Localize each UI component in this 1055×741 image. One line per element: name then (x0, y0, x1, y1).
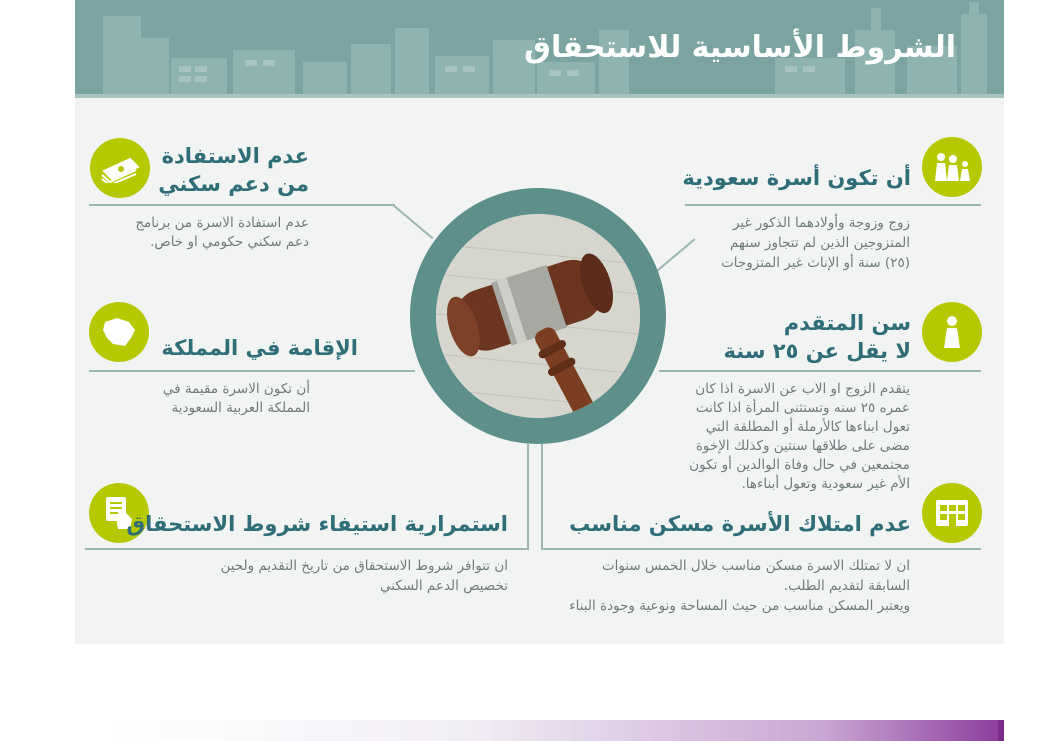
residence-desc-line-1: أن تكون الاسرة مقيمة في (162, 381, 310, 397)
saudi-family-title: أن تكون أسرة سعودية (682, 166, 911, 190)
no-benefit-desc-line-2: دعم سكني حكومي او خاص. (150, 234, 309, 250)
no-benefit-title-line-1: عدم الاستفادة (161, 144, 309, 168)
bottom-accent-edge (998, 720, 1004, 741)
line-top-right-diag (655, 238, 696, 273)
continuity-desc-line-2: تخصيص الدعم السكني (379, 578, 508, 594)
gavel-image (436, 214, 640, 418)
continuity-title: استمرارية استيفاء شروط الاستحقاق (126, 512, 508, 536)
money-icon (90, 138, 150, 198)
applicant-age-title-line-2: لا يقل عن ٢٥ سنة (723, 339, 911, 363)
header-divider (75, 94, 1004, 98)
residence-desc-line-2: المملكة العربية السعودية (171, 400, 310, 416)
applicant-age-title-line-1: سن المتقدم (783, 311, 911, 335)
saudi-family-desc-line-1: زوج وزوجة وأولادهما الذكور غير (732, 215, 910, 231)
line-top-left-diag (392, 204, 433, 239)
family-icon (922, 137, 982, 197)
building-icon (922, 483, 982, 543)
line-bottom-right (541, 548, 981, 550)
bottom-accent-bar (110, 720, 1004, 741)
line-top-left (89, 204, 395, 206)
applicant-age-desc-line-2: عمره ٢٥ سنه وتستثنى المرأة اذا كانت (695, 400, 910, 416)
no-benefit-title-line-2: من دعم سكني (158, 172, 309, 196)
saudi-map-icon (89, 302, 149, 362)
line-vertical-right (541, 444, 543, 550)
line-bottom-left (85, 548, 529, 550)
line-top-right (685, 204, 981, 206)
no-housing-title: عدم امتلاك الأسرة مسكن مناسب (569, 512, 911, 536)
infographic-card (75, 0, 1004, 644)
line-mid-left (89, 370, 415, 372)
applicant-age-desc-line-5: مجتمعين في حال وفاة الوالدين أو تكون (689, 457, 910, 473)
saudi-family-desc-line-3: (٢٥) سنة أو الإناث غير المتزوجات (721, 255, 910, 271)
applicant-age-desc-line-1: يتقدم الزوج او الاب عن الاسرة اذا كان (695, 381, 910, 397)
saudi-family-desc-line-2: المتزوجين الذين لم تتجاوز سنهم (730, 235, 910, 251)
applicant-age-desc-line-3: تعول ابناءها كالأرملة أو المطلقة التي (705, 419, 910, 435)
applicant-age-desc-line-6: الأم غير سعودية وتعول أبناءها. (741, 476, 910, 492)
person-icon (922, 302, 982, 362)
no-housing-desc-line-1: ان لا تمتلك الاسرة مسكن مناسب خلال الخمس سنوات (601, 558, 910, 574)
header-banner (75, 0, 1004, 98)
gavel-ring (410, 188, 666, 444)
residence-title: الإقامة في المملكة (161, 336, 358, 360)
applicant-age-desc-line-4: مضى على طلاقها سنتين وكذلك الإخوة (695, 438, 910, 454)
continuity-desc-line-1: ان تتوافر شروط الاستحقاق من تاريخ التقديم ولحين (220, 558, 508, 574)
page-title: الشروط الأساسية للاستحقاق (524, 30, 956, 65)
no-housing-desc-line-3: ويعتبر المسكن مناسب من حيث المساحة ونوعية وجودة البناء (569, 598, 910, 614)
no-housing-desc-line-2: السابقة لتقديم الطلب. (783, 578, 910, 594)
line-mid-right (659, 370, 981, 372)
line-vertical-left (527, 444, 529, 550)
no-benefit-desc-line-1: عدم استفادة الاسرة من برنامج (135, 215, 309, 231)
